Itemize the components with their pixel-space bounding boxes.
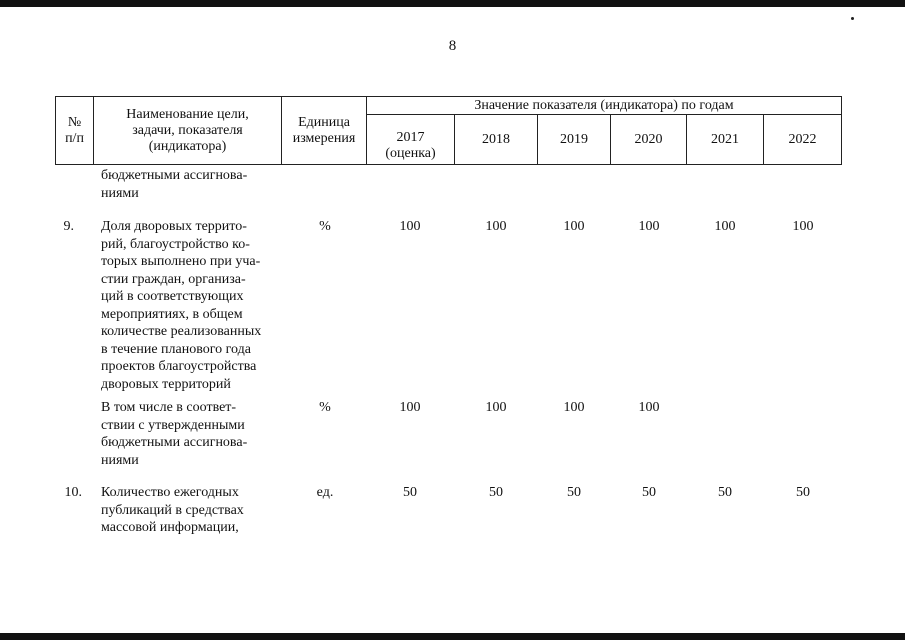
header-group: Значение показателя (индикатора) по годам [366,96,842,115]
row-name: Количество ежегодных публикаций в средствах массовой информации, [101,485,244,535]
value-2022: 50 [796,485,810,500]
value-2018: 100 [485,400,507,415]
row-name: бюджетными ассигнова- ниями [101,168,248,201]
row-number: 10. [64,485,82,500]
header-year-2017: 2017 (оценка) [366,114,455,165]
header-year-2019: 2019 [537,114,611,165]
value-2018: 100 [485,219,507,234]
value-2018: 50 [489,485,503,500]
row-name: В том числе в соответ- ствии с утвержденными бюджетными ассигнова- ниями [101,400,248,468]
header-year-2021: 2021 [686,114,764,165]
top-border-rule [0,0,905,7]
value-2017: 50 [403,485,417,500]
row-unit: ед. [316,485,334,500]
value-2017: 100 [399,219,421,234]
value-2019: 100 [563,400,585,415]
header-unit: Единица измерения [281,96,367,165]
header-year-2020: 2020 [610,114,687,165]
row-unit: % [319,219,331,234]
header-year-2018: 2018 [454,114,538,165]
value-2019: 100 [563,219,585,234]
row-unit: % [319,400,331,415]
header-num: № п/п [55,96,94,165]
value-2021: 100 [714,219,736,234]
row-number: 9. [63,219,74,234]
row-name: Доля дворовых террито- рий, благоустройство ко- торых выполнено при уча- стии граждан, организа- ций в соответствующих мероприятиях, в общем количестве реализованных в течение планового года проектов благоустройства дворовых территорий [101,219,262,392]
value-2022: 100 [792,219,814,234]
value-2020: 100 [638,400,660,415]
value-2020: 50 [642,485,656,500]
value-2019: 50 [567,485,581,500]
value-2021: 50 [718,485,732,500]
header-year-2022: 2022 [763,114,842,165]
page-number: 8 [448,38,457,54]
value-2020: 100 [638,219,660,234]
value-2017: 100 [399,400,421,415]
scan-speck [851,17,854,20]
header-name: Наименование цели, задачи, показателя (индикатора) [93,96,282,165]
bottom-border-rule [0,633,905,640]
